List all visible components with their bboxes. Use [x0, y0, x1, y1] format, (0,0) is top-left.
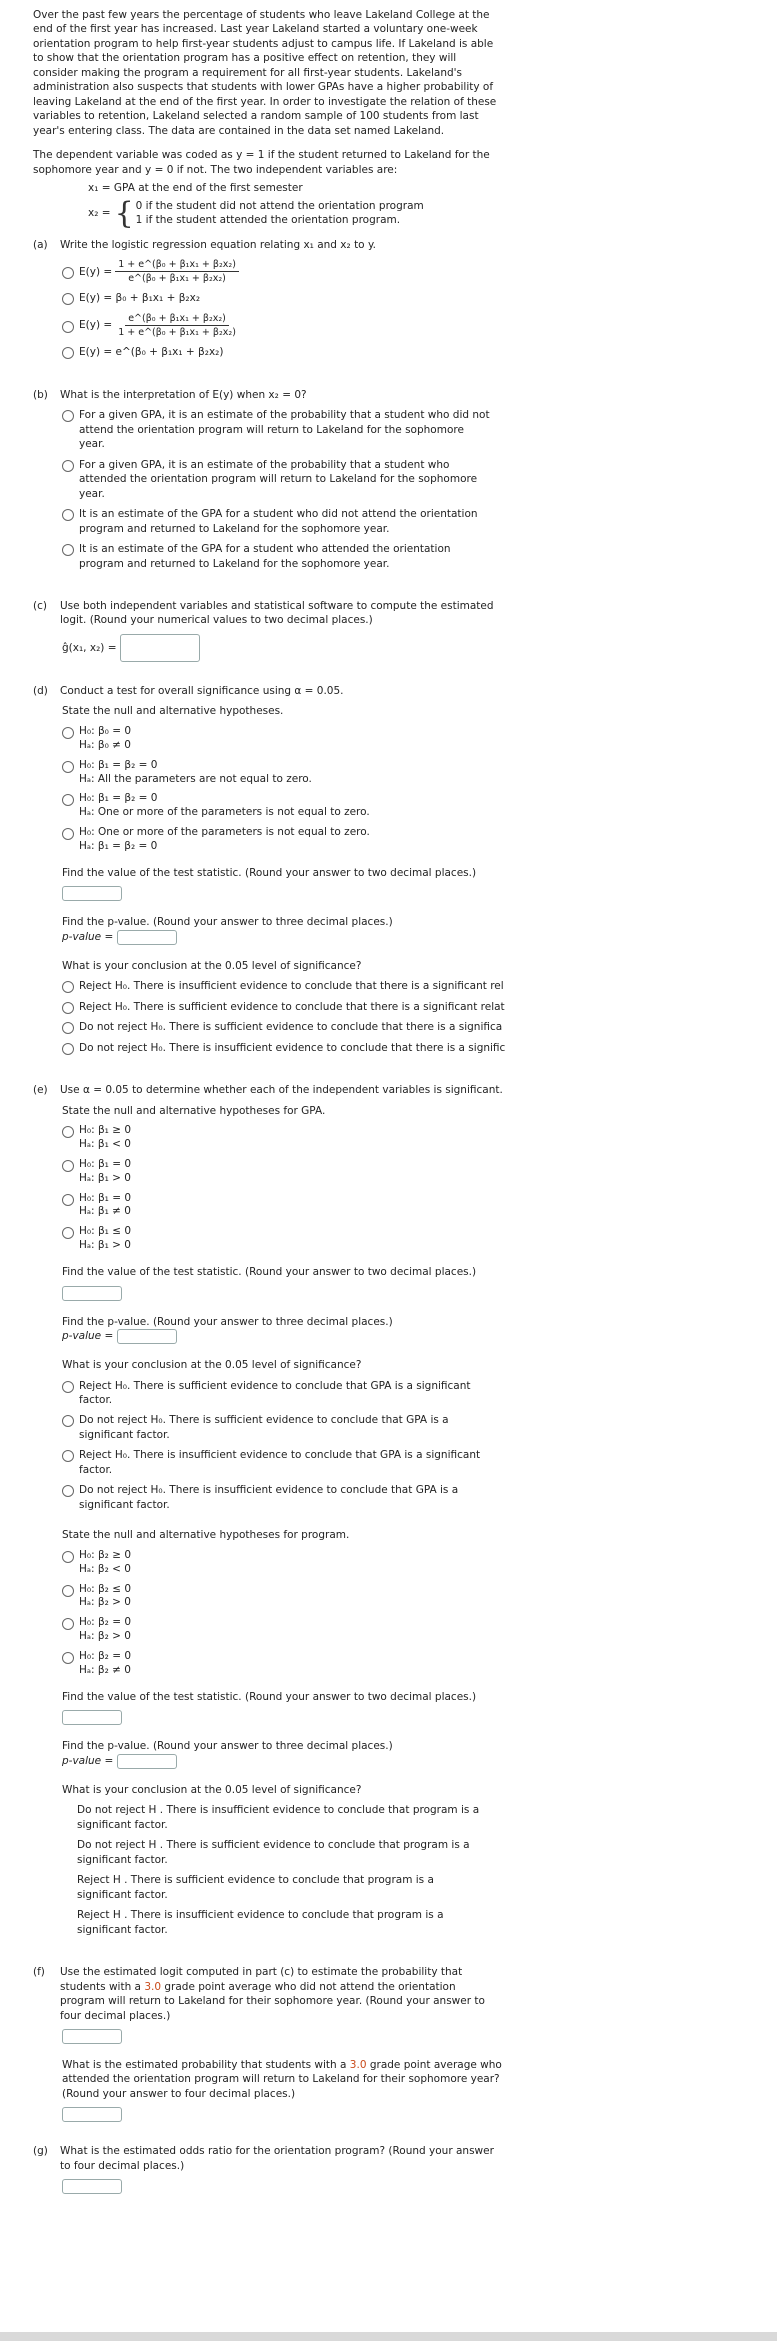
gpa-conclusion-option[interactable]: Reject H₀. There is insufficient evidence to conclude that GPA is a significant factor.: [62, 1448, 482, 1477]
program-hypotheses-prompt: State the null and alternative hypotheses for program.: [62, 1529, 350, 1542]
variables-paragraph: The dependent variable was coded as y = 1 if the student returned to Lakeland for the sophomore year and y = 0 if not. The two independent variables are:: [33, 149, 490, 176]
hypotheses-prompt: State the null and alternative hypotheses.: [62, 705, 284, 718]
gpa-hypothesis-option[interactable]: H₀: β₁ = 0 Hₐ: β₁ ≠ 0: [62, 1192, 750, 1220]
part-b-letter: (b): [33, 388, 48, 401]
part-b-question: What is the interpretation of E(y) when x₂ = 0?: [60, 388, 307, 401]
p-value-label: p-value =: [62, 931, 114, 944]
part-f-question-1: Use the estimated logit computed in part (c) to estimate the probability that students with a 3.0 grade point average who did not attend the orientation program will return to Lakeland for their sophomore year. (Round your answer to four decimal places.): [60, 1966, 485, 2022]
radio-button[interactable]: [62, 1043, 74, 1055]
part-c: [33, 599, 750, 662]
gpa-hypothesis-option[interactable]: H₀: β₁ = 0 Hₐ: β₁ > 0: [62, 1158, 750, 1186]
interpretation-option[interactable]: It is an estimate of the GPA for a student who did not attend the orientation program and returned to Lakeland for the sophomore year.: [62, 507, 492, 536]
probability-no-orientation-input[interactable]: [62, 2029, 122, 2044]
hypothesis-option[interactable]: H₀: β₀ = 0 Hₐ: β₀ ≠ 0: [62, 725, 750, 753]
x2-definition-1: 1 if the student attended the orientation program.: [135, 214, 401, 227]
hypothesis-option[interactable]: H₀: β₁ = β₂ = 0 Hₐ: All the parameters are not equal to zero.: [62, 759, 750, 787]
program-conclusion-option[interactable]: Reject H . There is sufficient evidence to conclude that program is a significant factor.: [77, 1874, 434, 1901]
program-conclusion-option[interactable]: Do not reject H . There is sufficient evidence to conclude that program is a significant factor.: [77, 1839, 470, 1866]
radio-button[interactable]: [62, 981, 74, 993]
radio-button[interactable]: [62, 1002, 74, 1014]
conclusion-option[interactable]: Reject H₀. There is insufficient evidence to conclude that there is a significant rel: [62, 979, 750, 993]
program-conclusion-prompt: What is your conclusion at the 0.05 level of significance?: [62, 1783, 362, 1796]
part-f: [33, 1965, 750, 2122]
radio-button[interactable]: [62, 267, 74, 279]
gpa-conclusion-option[interactable]: Do not reject H₀. There is insufficient evidence to conclude that GPA is a significant factor.: [62, 1483, 482, 1512]
program-conclusion-option[interactable]: Reject H . There is insufficient evidence to conclude that program is a significant factor.: [77, 1909, 444, 1936]
program-hypothesis-option[interactable]: H₀: β₂ ≥ 0 Hₐ: β₂ < 0: [62, 1549, 750, 1577]
program-hypothesis-option[interactable]: H₀: β₂ = 0 Hₐ: β₂ ≠ 0: [62, 1650, 750, 1678]
radio-button[interactable]: [62, 1160, 74, 1172]
part-g-letter: (g): [33, 2145, 48, 2158]
program-p-value-prompt: Find the p-value. (Round your answer to three decimal places.): [62, 1740, 393, 1753]
radio-button[interactable]: [62, 293, 74, 305]
test-statistic-prompt: Find the value of the test statistic. (Round your answer to two decimal places.): [62, 866, 477, 879]
program-hypothesis-option[interactable]: H₀: β₂ = 0 Hₐ: β₂ > 0: [62, 1616, 750, 1644]
brace-symbol: {: [114, 195, 134, 231]
program-p-value-label: p-value =: [62, 1754, 114, 1767]
intro-paragraph: Over the past few years the percentage of students who leave Lakeland College at the end of the first year has increased. Last year Lakeland started a voluntary one-week orientation program to help first-year students adjust to campus life. If Lakeland is able to show that the orientation program has a positive effect on retention, they will consider making the program a requirement for all first-year students. Lakeland's administration also suspects that students with lower GPAs have a higher probability of leaving Lakeland at the end of the first year. In order to investigate the relation of these variables to retention, Lakeland selected a random sample of 100 students from last year's entering class. The data are contained in the data set named Lakeland.: [33, 9, 497, 137]
radio-button[interactable]: [62, 1126, 74, 1138]
program-hypothesis-option[interactable]: H₀: β₂ ≤ 0 Hₐ: β₂ > 0: [62, 1583, 750, 1611]
program-test-statistic-input[interactable]: [62, 1710, 122, 1725]
radio-button[interactable]: [62, 794, 74, 806]
equation-option[interactable]: E(y) = β₀ + β₁x₁ + β₂x₂: [62, 291, 750, 305]
test-statistic-input[interactable]: [62, 886, 122, 901]
gpa-value: 3.0: [349, 2059, 367, 2071]
probability-orientation-input[interactable]: [62, 2107, 122, 2122]
radio-button[interactable]: [62, 410, 74, 422]
odds-ratio-input[interactable]: [62, 2179, 122, 2194]
variable-definitions: [88, 181, 750, 231]
gpa-p-value-prompt: Find the p-value. (Round your answer to three decimal places.): [62, 1315, 393, 1328]
radio-button[interactable]: [62, 509, 74, 521]
conclusion-prompt: What is your conclusion at the 0.05 level of significance?: [62, 959, 362, 972]
logit-label: ĝ(x₁, x₂) =: [62, 641, 117, 654]
equation-option[interactable]: E(y) = $\frac{\text{1 + e\textasciicircum{}(β₀ + β₁x₁ + β₂x₂)}}{\text{e\textasciicircum{}(β₀ + β₁x₁ + β₂x₂)}}$: [62, 258, 750, 285]
interpretation-option[interactable]: For a given GPA, it is an estimate of the probability that a student who did not attend the orientation program will return to Lakeland for the sophomore year.: [62, 408, 492, 451]
gpa-p-value-label: p-value =: [62, 1330, 114, 1343]
gpa-hypotheses-prompt: State the null and alternative hypotheses for GPA.: [62, 1104, 326, 1117]
gpa-test-statistic-input[interactable]: [62, 1286, 122, 1301]
part-e: [33, 1083, 750, 1937]
radio-button[interactable]: [62, 1652, 74, 1664]
gpa-conclusion-prompt: What is your conclusion at the 0.05 level of significance?: [62, 1359, 362, 1372]
gpa-value: 3.0: [144, 1980, 162, 1993]
conclusion-option[interactable]: Do not reject H₀. There is sufficient evidence to conclude that there is a significa: [62, 1020, 750, 1034]
interpretation-option[interactable]: It is an estimate of the GPA for a student who attended the orientation program and returned to Lakeland for the sophomore year.: [62, 542, 492, 571]
p-value-prompt: Find the p-value. (Round your answer to three decimal places.): [62, 916, 393, 929]
scrollbar-track[interactable]: [0, 2332, 777, 2341]
radio-button[interactable]: [62, 321, 74, 333]
part-a: [33, 238, 750, 360]
program-test-statistic-prompt: Find the value of the test statistic. (Round your answer to two decimal places.): [62, 1690, 477, 1703]
gpa-hypothesis-option[interactable]: H₀: β₁ ≤ 0 Hₐ: β₁ > 0: [62, 1225, 750, 1253]
radio-button[interactable]: [62, 727, 74, 739]
x1-label: x₁ =: [88, 182, 111, 195]
gpa-conclusion-option[interactable]: Reject H₀. There is sufficient evidence to conclude that GPA is a significant factor.: [62, 1379, 482, 1408]
part-g: [33, 2144, 750, 2194]
gpa-p-value-input[interactable]: [117, 1329, 177, 1344]
x1-definition: GPA at the end of the first semester: [113, 182, 303, 195]
conclusion-option[interactable]: Reject H₀. There is sufficient evidence to conclude that there is a significant relat: [62, 1000, 750, 1014]
gpa-test-statistic-prompt: Find the value of the test statistic. (Round your answer to two decimal places.): [62, 1266, 477, 1279]
x2-label: x₂ =: [88, 207, 111, 220]
radio-button[interactable]: [62, 828, 74, 840]
part-a-question: Write the logistic regression equation relating x₁ and x₂ to y.: [60, 238, 376, 251]
part-f-question-2: What is the estimated probability that students with a 3.0 grade point average who attended the orientation program will return to Lakeland for their sophomore year? (Round your answer to four decimal places.): [62, 2059, 502, 2100]
radio-button[interactable]: [62, 1618, 74, 1630]
part-a-letter: (a): [33, 238, 48, 251]
program-p-value-input[interactable]: [117, 1754, 177, 1769]
part-g-question: What is the estimated odds ratio for the orientation program? (Round your answer to four decimal places.): [60, 2145, 494, 2172]
p-value-input[interactable]: [117, 930, 177, 945]
part-d-letter: (d): [33, 684, 48, 697]
radio-button[interactable]: [62, 761, 74, 773]
logit-input[interactable]: [120, 634, 200, 662]
part-e-letter: (e): [33, 1084, 48, 1097]
radio-button[interactable]: [62, 1585, 74, 1597]
radio-button[interactable]: [62, 1022, 74, 1034]
radio-button[interactable]: [62, 1381, 74, 1393]
radio-button[interactable]: [62, 460, 74, 472]
conclusion-option[interactable]: Do not reject H₀. There is insufficient evidence to conclude that there is a signific: [62, 1041, 750, 1055]
program-conclusion-option[interactable]: Do not reject H . There is insufficient evidence to conclude that program is a significant factor.: [77, 1804, 480, 1831]
radio-button[interactable]: [62, 1415, 74, 1427]
part-c-question: Use both independent variables and statistical software to compute the estimated logit. (Round your numerical values to two decimal places.): [60, 600, 494, 627]
hypothesis-option[interactable]: H₀: One or more of the parameters is not equal to zero. Hₐ: β₁ = β₂ = 0: [62, 826, 750, 854]
equation-option[interactable]: E(y) = $\frac{\text{e\textasciicircum{}(β₀ + β₁x₁ + β₂x₂)}}{\text{1 + e\textasciicircum{}(β₀ + β₁x₁ + β₂x₂)}}$: [62, 312, 750, 339]
part-d-question: Conduct a test for overall significance using α = 0.05.: [60, 684, 344, 697]
equation-option[interactable]: E(y) = e^(β₀ + β₁x₁ + β₂x₂): [62, 345, 750, 359]
radio-button[interactable]: [62, 544, 74, 556]
part-b: [33, 388, 750, 571]
part-c-letter: (c): [33, 600, 47, 612]
radio-button[interactable]: [62, 347, 74, 359]
gpa-conclusion-option[interactable]: Do not reject H₀. There is sufficient evidence to conclude that GPA is a significant factor.: [62, 1413, 482, 1442]
hypothesis-option[interactable]: H₀: β₁ = β₂ = 0 Hₐ: One or more of the parameters is not equal to zero.: [62, 792, 750, 820]
part-e-question: Use α = 0.05 to determine whether each of the independent variables is significant.: [60, 1084, 503, 1097]
gpa-hypothesis-option[interactable]: H₀: β₁ ≥ 0 Hₐ: β₁ < 0: [62, 1124, 750, 1152]
x2-definition-0: 0 if the student did not attend the orientation program: [135, 199, 424, 212]
radio-button[interactable]: [62, 1450, 74, 1462]
radio-button[interactable]: [62, 1551, 74, 1563]
interpretation-option[interactable]: For a given GPA, it is an estimate of the probability that a student who attended the orientation program will return to Lakeland for the sophomore year.: [62, 458, 492, 501]
radio-button[interactable]: [62, 1227, 74, 1239]
part-d: [33, 684, 750, 1055]
radio-button[interactable]: [62, 1194, 74, 1206]
part-f-letter: (f): [33, 1966, 45, 1979]
radio-button[interactable]: [62, 1485, 74, 1497]
